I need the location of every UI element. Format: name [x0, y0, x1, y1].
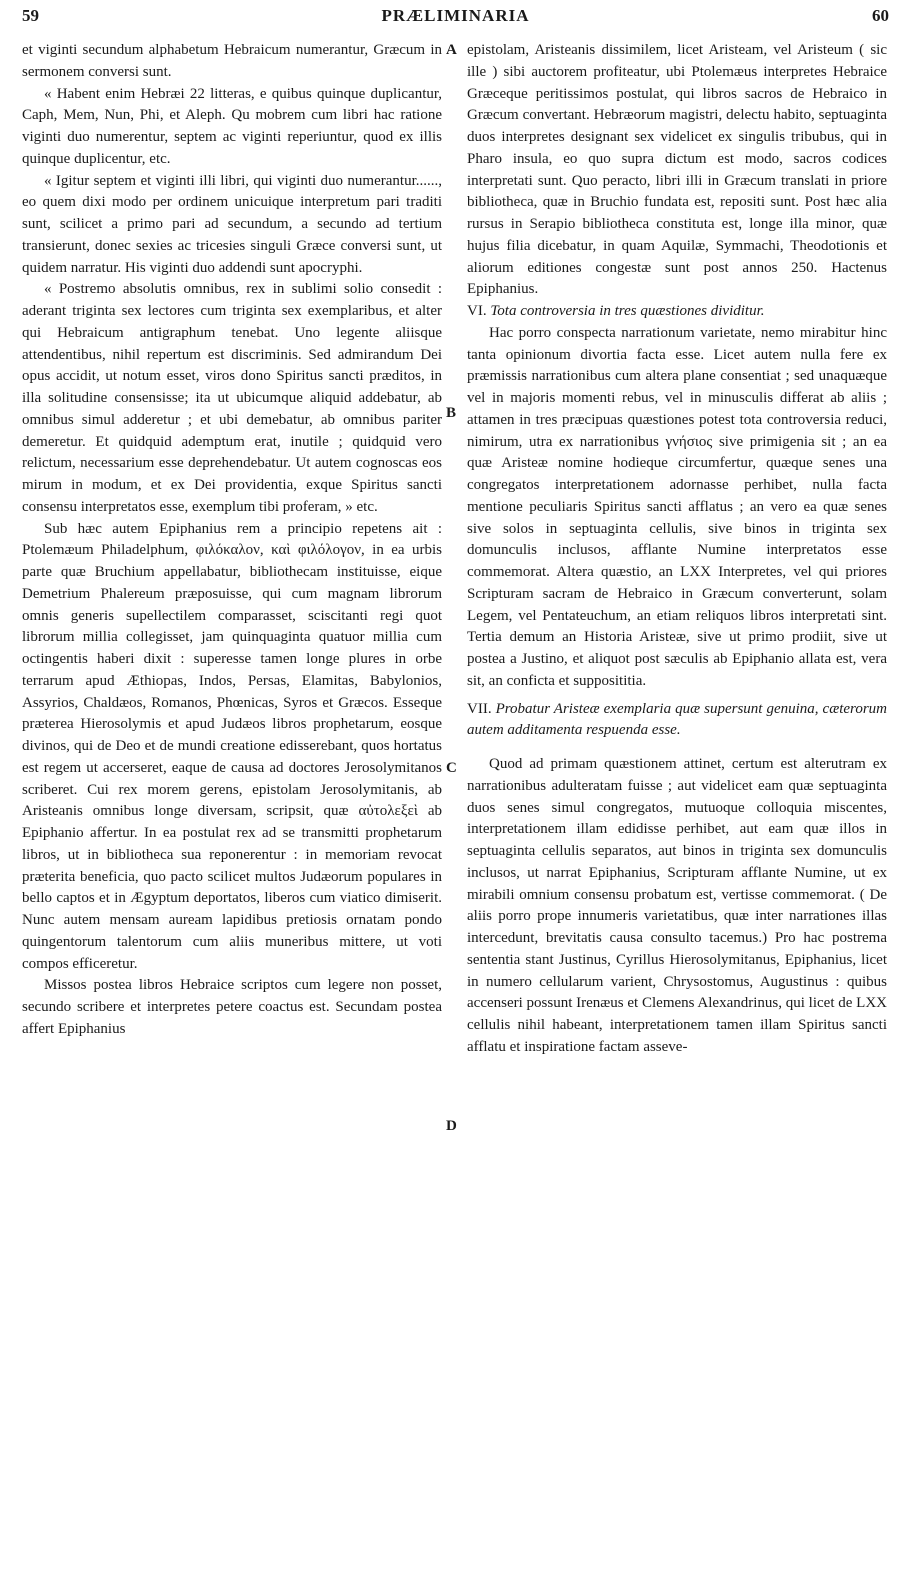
paragraph: « Habent enim Hebræi 22 litteras, e quibus quinque duplicantur, Caph, Mem, Nun, Phi, et Aleph. Qu mobrem cum libri hac ratione viginti duo numerentur, septem ac viginti reperiuntur, quod ex illis quinque duplicentur, etc.	[22, 85, 442, 167]
paragraph: Quod ad primam quæstionem attinet, certum est alterutram ex narrationibus adulteratam fuisse ; aut videlicet eam quæ septuaginta duos senes simul congregatos, mutuoque colloquia miscentes, interpretationem illam edidisse perhibet, aut eam quæ illos in septuaginta cellulis separatos, aut binos in triginta sex domunculis inclusos, ut narrat Epiphanius, Scripturam afflante Numine, ut ex mirabili omnium consensu probatum est, vertisse commemorat. ( De aliis porro prope innumeris varietatibus, quæ inter narrationes illas intercedunt, brevitatis causa consulto tacemus.) Pro hac postrema sententia stant Justinus, Cyrillus Hierosolymitanus, Epiphanius, licet in numero cellularum varient, Chrysostomus, Augustinus : quibus accenseri possunt Irenæus et Clemens Alexandrinus, qui licet de LXX cellulis nihil habeant, interpretationem tamen illam Spiritus sancti afflatu et inspiratione factam asseve-	[467, 756, 887, 1055]
paragraph: Sub hæc autem Epiphanius rem a principio repetens ait : Ptolemæum Philadelphum, φιλόκαλον, καὶ φιλόλογον, in ea urbis parte quæ Bruchium appellabatur, bibliothecam instituisse, eique Demetrium Phalereum præposuisse, qui cum magnam librorum omnis generis supellectilem comparasset, sciscitanti regi quot librorum millia collegisset, jam quinquaginta quatuor millia cum octingentis haberi dixit : superesse tamen longe plures in orbe terrarum apud Æthiopas, Indos, Persas, Elamitas, Babylonios, Assyrios, Chaldæos, Romanos, Phœnicas, Syros et Græcos. Esseque præterea Hierosolymis et apud Judæos libros prophetarum, eosque divinos, qui de Deo et de mundi creatione edisserebant, quos hortatus est regem ut accerseret, eaque de causa ad doctores Jerosolymitanos scriberet. Cui rex morem gerens, epistolam Jerosolymitanis, ab Aristeanis omnibus longe diversam, scripsit, quæ αὐτολεξεὶ ab Epiphanio affertur. In ea postulat rex ad se transmitti prophetarum libros, ut in bibliotheca sua reponerentur : in memoriam revocat præterita beneficia, quo pacto scilicet multos Judæorum populares in bello captos et in Ægyptum deportatos, liberos cum viatico dimiserit. Nunc autem mensam auream lapidibus pretiosis ornatam pondo quingentorum talentorum cum aliis muneribus mittere, ut voti compos efficeretur.	[22, 520, 442, 972]
margin-marker-d: D	[446, 1118, 457, 1134]
margin-marker-b: B	[446, 405, 457, 421]
paragraph: « Postremo absolutis omnibus, rex in sublimi solio consedit : aderant triginta sex lectores cum triginta sex exemplaribus, et alter qui Hebraicum antigraphum tenebat. Uno legente aliisque attendentibus, nihil repertum est discriminis. Sed admirandum Dei opus accidit, ut notum esset, viros dono Spiritus sancti præditos, in illa solitudine consensisse; ita ut ubicumque aliquid addebatur, ab omnibus simul adderetur ; et ubi demebatur, ab omnibus pariter demeretur. Et quidquid ademptum erat, inutile ; quidquid vero relictum, necessarium esse deprehendebatur. Ut autem cognoscas eos mirum in modum, et ex Dei providentia, exque Spiritus sancti consensu interpretatos esse, exemplum tibi proferam, » etc.	[22, 281, 442, 515]
margin-marker-a: A	[446, 42, 457, 58]
page-header	[22, 0, 889, 32]
page-number-left: 59	[22, 6, 39, 25]
paragraph: Missos postea libros Hebraice scriptos cum legere non posset, secundo scribere et interpretes petere coactus est. Secundam postea affert Epiphanius	[22, 977, 442, 1037]
left-column	[22, 40, 442, 1041]
paragraph: « Igitur septem et viginti illi libri, qui viginti duo numerantur......, eo quem dixi modo per ordinem unicuique interpretum pari traditi sunt, scilicet a primo pari ad secundum, a secundo ad tertium transierunt, donec sexies ac tricesies singuli Græce conversi sunt, ut quidem narratur. His viginti duo addendi sunt apocryphi.	[22, 172, 442, 276]
margin-marker-c: C	[446, 760, 457, 776]
page-number-right: 60	[872, 6, 889, 25]
running-title: PRÆLIMINARIA	[381, 6, 530, 25]
continued-paragraph: et viginti secundum alphabetum Hebraicum numerantur, Græcum in sermonem conversi sunt.	[22, 42, 442, 80]
continued-paragraph: epistolam, Aristeanis dissimilem, licet Aristeam, vel Aristeum ( sic ille ) sibi auctorem profiteatur, ubi Ptolemæus interpretes Hebraice Græceque peritissimos postulat, qui libros sacros de Hebraico in Græcum convertant. Hebræorum magistri, delectu habito, septuaginta duos interpretes designant sex videlicet ex singulis tribubus, qui in Pharo insula, eo quo supra dictum est modo, sacros codices interpretati sunt. Quo peracto, libri illi in Græcum translati in priore bibliotheca, quæ in Bruchio fundata est, repositi sunt. Post hæc alia rursus in Serapio bibliotheca constituta est, longe illa minor, quæ hujus filia dicebatur, in quam Aquilæ, Symmachi, Theodotionis et aliorum editiones congestæ sunt post annos 250. Hactenus Epiphanius.	[467, 42, 887, 298]
section-title: Tota controversia in tres quæstiones dividitur.	[490, 303, 765, 319]
section-heading	[467, 301, 887, 323]
section-heading	[467, 699, 887, 743]
section-number: VII.	[467, 700, 492, 717]
section-number: VI.	[467, 303, 487, 319]
right-column	[467, 40, 887, 1059]
paragraph: Hac porro conspecta narrationum varietate, nemo mirabitur hinc tanta opinionum divortia facta esse. Licet autem nulla fere ex præmissis narrationibus cum altera plane consentiat ; sed unaquæque vel in majoris momenti rebus, vel in minusculis differat ab aliis ; attamen in tres præcipuas quæstiones potest tota controversia reduci, nimirum, utra ex narrationibus γνήσιος sive primigenia sit ; an ea quæ Aristeæ nomine hodieque circumfertur, quæque senes una congregatos interpretationem adornasse perhibet, nulla facta mentione peculiaris Spiritus sancti afflatus ; an vero ea quæ senes sive solos in septuaginta cellulis, sive binos in triginta sex domunculis inclusos, afflante Numine interpretatos esse commemorat. Altera quæstio, an LXX Interpretes, vel qui priores Scripturam sacram de Hebraico in Græcum converterunt, solam Legem, vel Pentateuchum, an etiam reliquos libros interpretati sint. Tertia demum an Historia Aristeæ, sive ut primo prodiit, sive ut postea a Justino, et aliquot post sæculis ab Epiphanio allata est, vera sit, an conficta et supposititia.	[467, 324, 887, 689]
section-title: Probatur Aristeæ exemplaria quæ supersunt genuina, cæterorum autem additamenta respuenda esse.	[467, 700, 887, 739]
